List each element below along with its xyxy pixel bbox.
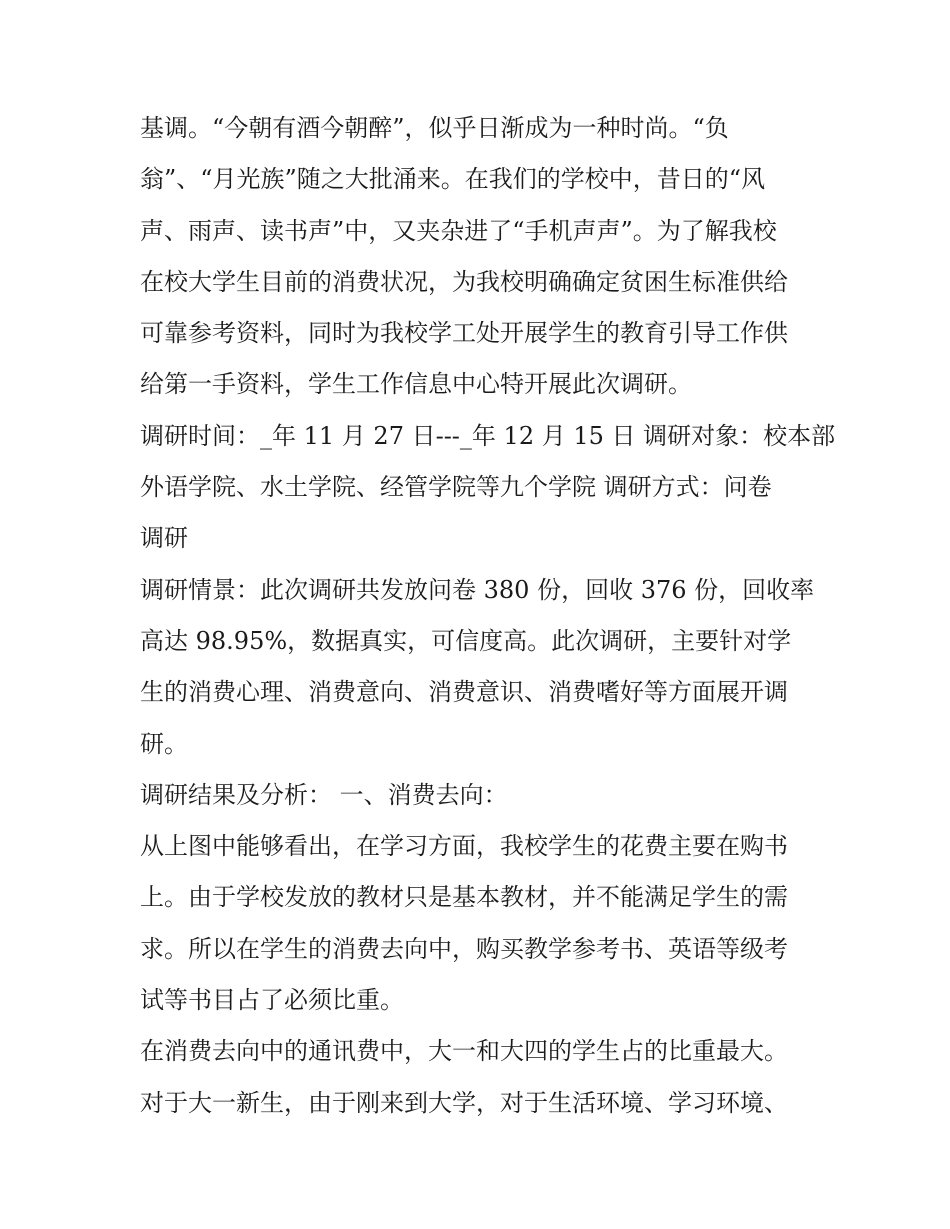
text-line: 上。由于学校发放的教材只是基本教材，并不能满足学生的需 bbox=[140, 883, 788, 912]
text-line: 声、雨声、读书声”中，又夹杂进了“手机声声”。为了解我校 bbox=[140, 216, 777, 245]
text-line: 外语学院、水土学院、经管学院等九个学院 调研方式：问卷 bbox=[140, 473, 772, 502]
text-line: 在消费去向中的通讯费中，大一和大四的学生占的比重最大。 bbox=[140, 1037, 788, 1066]
text-line: 研。 bbox=[140, 729, 188, 758]
text-line: 翁”、“月光族”随之大批涌来。在我们的学校中，昔日的“风 bbox=[140, 165, 766, 194]
text-line: 调研 bbox=[140, 524, 188, 553]
text-line: 调研情景：此次调研共发放问卷 380 份，回收 376 份，回收率 bbox=[140, 575, 815, 604]
document-body bbox=[140, 103, 836, 1129]
text-line: 调研结果及分析： 一、消费去向： bbox=[140, 780, 508, 809]
text-line: 对于大一新生，由于刚来到大学，对于生活环境、学习环境、 bbox=[140, 1088, 788, 1117]
text-line: 求。所以在学生的消费去向中，购买教学参考书、英语等级考 bbox=[140, 934, 788, 963]
text-line: 生的消费心理、消费意向、消费意识、消费嗜好等方面展开调 bbox=[140, 678, 788, 707]
text-line: 在校大学生目前的消费状况，为我校明确确定贫困生标准供给 bbox=[140, 267, 788, 296]
text-line: 高达 98.95%，数据真实，可信度高。此次调研，主要针对学 bbox=[140, 626, 792, 655]
text-line: 给第一手资料，学生工作信息中心特开展此次调研。 bbox=[140, 370, 692, 399]
text-line: 从上图中能够看出，在学习方面，我校学生的花费主要在购书 bbox=[140, 832, 788, 861]
text-line: 试等书目占了必须比重。 bbox=[140, 986, 404, 1015]
text-line: 基调。“今朝有酒今朝醉”，似乎日渐成为一种时尚。“负 bbox=[140, 114, 729, 142]
text-line: 可靠参考资料，同时为我校学工处开展学生的教育引导工作供 bbox=[140, 319, 788, 348]
text-line: 调研时间：_年 11 月 27 日---_年 12 月 15 日 调研对象：校本部 bbox=[140, 421, 836, 450]
